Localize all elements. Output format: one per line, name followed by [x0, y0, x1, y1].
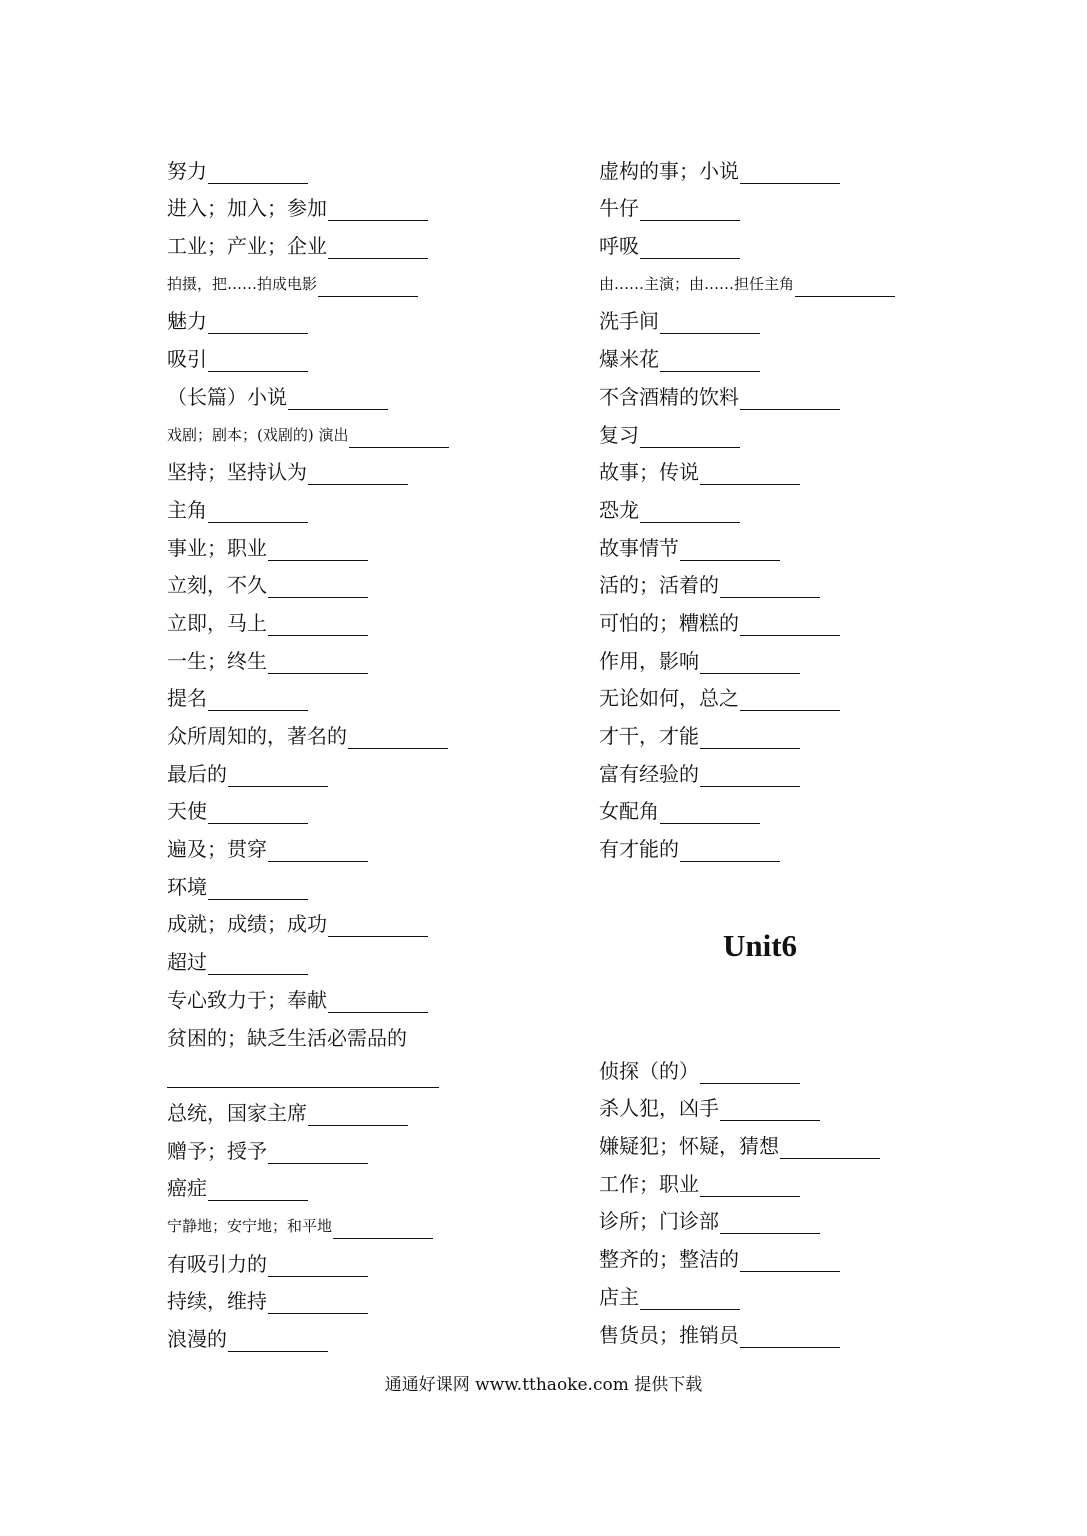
vocab-meaning: 癌症 [167, 1176, 207, 1201]
vocab-meaning: 无论如何，总之 [599, 686, 739, 711]
answer-blank[interactable] [208, 952, 308, 975]
vocab-item [599, 221, 1019, 259]
page-footer: 通通好课网 www.tthaoke.com 提供下载 [384, 1375, 703, 1395]
answer-blank[interactable] [640, 1287, 740, 1310]
answer-blank[interactable] [720, 1211, 820, 1234]
vocab-item [167, 674, 567, 712]
vocab-meaning: 故事情节 [599, 535, 679, 560]
vocab-meaning: 整齐的；整洁的 [599, 1247, 739, 1272]
answer-blank[interactable] [740, 613, 840, 636]
vocab-item [167, 485, 567, 523]
answer-blank[interactable] [740, 688, 840, 711]
vocab-meaning: 立刻，不久 [167, 573, 267, 598]
vocab-meaning: 众所周知的，著名的 [167, 724, 347, 748]
answer-blank[interactable] [740, 1249, 840, 1272]
vocab-item [599, 448, 1019, 486]
vocab-meaning: 成就；成绩；成功 [167, 912, 327, 937]
vocab-meaning: 提名 [167, 686, 207, 711]
vocab-item [167, 523, 567, 561]
vocab-item [167, 221, 567, 259]
vocab-meaning: 作用，影响 [599, 648, 699, 673]
vocab-item [167, 1164, 567, 1202]
vocab-item [167, 1239, 567, 1277]
vocab-item [167, 297, 567, 335]
vocab-item [599, 1121, 1019, 1159]
unit6-vocab-column [599, 1046, 1019, 1348]
answer-blank[interactable] [700, 726, 800, 749]
vocab-meaning: 工作；职业 [599, 1171, 699, 1196]
answer-blank[interactable] [208, 500, 308, 523]
vocab-meaning: （长篇）小说 [167, 384, 287, 409]
vocab-meaning: 工业；产业；企业 [167, 234, 327, 259]
answer-blank[interactable] [328, 236, 428, 259]
answer-blank[interactable] [288, 387, 388, 410]
vocab-meaning: 主角 [167, 497, 207, 522]
vocab-meaning: 赠予；授予 [167, 1138, 267, 1163]
vocab-meaning: 嫌疑犯；怀疑，猜想 [599, 1134, 779, 1159]
vocab-item [599, 372, 1019, 410]
answer-blank[interactable] [700, 1174, 800, 1197]
answer-blank[interactable] [349, 425, 449, 448]
answer-blank[interactable] [348, 726, 448, 749]
vocab-meaning: 恐龙 [599, 497, 639, 522]
answer-blank[interactable] [700, 1061, 800, 1084]
answer-blank[interactable] [740, 1325, 840, 1348]
vocab-item [167, 1051, 567, 1089]
vocab-meaning: 由……主演；由……担任主角 [599, 274, 795, 293]
answer-blank[interactable] [268, 651, 368, 674]
answer-blank[interactable] [700, 462, 800, 485]
vocab-meaning: 复习 [599, 422, 639, 447]
vocab-meaning: 最后的 [167, 761, 227, 786]
answer-blank[interactable] [640, 236, 740, 259]
vocab-item [167, 1013, 567, 1051]
vocab-meaning: 呼吸 [599, 234, 639, 259]
answer-blank[interactable] [208, 877, 308, 900]
vocab-meaning: 才干，才能 [599, 724, 699, 748]
vocab-item [167, 410, 567, 448]
answer-blank[interactable] [795, 274, 895, 297]
vocab-item [599, 1234, 1019, 1272]
answer-blank[interactable] [660, 311, 760, 334]
answer-blank[interactable] [680, 538, 780, 561]
vocab-meaning: 爆米花 [599, 347, 659, 372]
answer-blank[interactable] [268, 839, 368, 862]
vocab-item [167, 1277, 567, 1315]
vocab-meaning: 坚持；坚持认为 [167, 460, 307, 485]
vocab-meaning: 故事；传说 [599, 460, 699, 485]
vocab-item [167, 711, 567, 749]
answer-blank[interactable] [740, 161, 840, 184]
vocab-item [167, 862, 567, 900]
vocab-meaning: 立即，马上 [167, 610, 267, 635]
vocab-item [167, 561, 567, 599]
vocab-item [599, 1272, 1019, 1310]
answer-blank[interactable] [740, 387, 840, 410]
vocab-meaning: 诊所；门诊部 [599, 1209, 719, 1234]
answer-blank[interactable] [268, 613, 368, 636]
answer-blank[interactable] [268, 1254, 368, 1277]
answer-blank[interactable] [318, 274, 418, 297]
vocab-item [167, 975, 567, 1013]
vocab-meaning: 努力 [167, 158, 207, 183]
vocab-meaning: 活的；活着的 [599, 573, 719, 598]
answer-blank[interactable] [268, 1291, 368, 1314]
answer-blank[interactable] [208, 801, 308, 824]
vocab-item [599, 1084, 1019, 1122]
vocab-meaning: 浪漫的 [167, 1327, 227, 1351]
vocab-meaning: 售货员；推销员 [599, 1322, 739, 1347]
vocab-item [167, 1314, 567, 1352]
right-vocab-column [599, 146, 1019, 862]
vocab-item [599, 410, 1019, 448]
vocab-item [599, 297, 1019, 335]
vocab-item [599, 146, 1019, 184]
vocab-meaning: 虚构的事；小说 [599, 158, 739, 183]
answer-blank[interactable] [167, 1065, 439, 1088]
answer-blank[interactable] [328, 914, 428, 937]
vocab-meaning: 贫困的；缺乏生活必需品的 [167, 1025, 407, 1050]
answer-blank[interactable] [680, 839, 780, 862]
vocab-item [599, 561, 1019, 599]
vocab-meaning: 宁静地；安宁地；和平地 [167, 1216, 333, 1235]
answer-blank[interactable] [700, 651, 800, 674]
vocab-item [599, 1046, 1019, 1084]
vocab-item [167, 372, 567, 410]
vocab-meaning: 有才能的 [599, 837, 679, 862]
vocab-item [599, 598, 1019, 636]
vocab-item [167, 749, 567, 787]
answer-blank[interactable] [720, 1098, 820, 1121]
answer-blank[interactable] [308, 462, 408, 485]
vocab-item [167, 1088, 567, 1126]
answer-blank[interactable] [228, 1329, 328, 1352]
answer-blank[interactable] [268, 538, 368, 561]
vocab-item [599, 636, 1019, 674]
answer-blank[interactable] [208, 349, 308, 372]
answer-blank[interactable] [720, 575, 820, 598]
unit-heading: Unit6 [722, 928, 798, 963]
answer-blank[interactable] [208, 688, 308, 711]
answer-blank[interactable] [328, 990, 428, 1013]
vocab-item [599, 184, 1019, 222]
answer-blank[interactable] [333, 1216, 433, 1239]
vocab-item [167, 636, 567, 674]
vocab-item [599, 787, 1019, 825]
answer-blank[interactable] [208, 161, 308, 184]
vocab-meaning: 杀人犯，凶手 [599, 1096, 719, 1121]
vocab-meaning: 侦探（的） [599, 1058, 699, 1083]
answer-blank[interactable] [308, 1103, 408, 1126]
vocab-item [167, 184, 567, 222]
vocab-item [599, 711, 1019, 749]
answer-blank[interactable] [660, 349, 760, 372]
left-vocab-column [167, 146, 567, 1352]
vocab-item [599, 485, 1019, 523]
vocab-meaning: 魅力 [167, 309, 207, 334]
vocab-item [167, 787, 567, 825]
vocab-item [167, 824, 567, 862]
answer-blank[interactable] [700, 764, 800, 787]
vocab-meaning: 一生；终生 [167, 648, 267, 673]
vocab-meaning: 有吸引力的 [167, 1251, 267, 1276]
answer-blank[interactable] [328, 198, 428, 221]
answer-blank[interactable] [228, 764, 328, 787]
vocab-meaning: 进入；加入；参加 [167, 196, 327, 221]
vocab-item [599, 824, 1019, 862]
vocab-meaning: 持续，维持 [167, 1289, 267, 1314]
answer-blank[interactable] [660, 801, 760, 824]
vocab-item [599, 674, 1019, 712]
vocab-item [167, 1201, 567, 1239]
vocab-item [599, 1197, 1019, 1235]
vocab-meaning: 遍及；贯穿 [167, 837, 267, 862]
vocab-item [599, 1159, 1019, 1197]
vocab-meaning: 店主 [599, 1284, 639, 1309]
answer-blank[interactable] [640, 425, 740, 448]
vocab-item [167, 146, 567, 184]
vocab-meaning: 天使 [167, 799, 207, 824]
vocab-meaning: 富有经验的 [599, 761, 699, 786]
vocab-item [599, 1310, 1019, 1348]
answer-blank[interactable] [780, 1136, 880, 1159]
vocab-meaning: 吸引 [167, 347, 207, 372]
vocab-meaning: 拍摄，把……拍成电影 [167, 274, 318, 293]
answer-blank[interactable] [640, 198, 740, 221]
vocab-meaning: 事业；职业 [167, 535, 267, 560]
vocab-meaning: 不含酒精的饮料 [599, 384, 739, 409]
vocab-item [167, 1126, 567, 1164]
vocab-item [599, 523, 1019, 561]
vocab-meaning: 专心致力于；奉献 [167, 987, 327, 1012]
vocab-item [167, 259, 567, 297]
answer-blank[interactable] [268, 575, 368, 598]
vocab-meaning: 超过 [167, 950, 207, 975]
answer-blank[interactable] [640, 500, 740, 523]
vocab-meaning: 戏剧；剧本；(戏剧的) 演出 [167, 425, 349, 444]
answer-blank[interactable] [208, 311, 308, 334]
vocab-item [167, 900, 567, 938]
vocab-item [167, 937, 567, 975]
vocab-meaning: 女配角 [599, 799, 659, 824]
vocab-item [167, 598, 567, 636]
vocab-meaning: 可怕的；糟糕的 [599, 610, 739, 635]
vocab-item [599, 749, 1019, 787]
vocab-item [599, 334, 1019, 372]
vocab-item [599, 259, 1019, 297]
vocab-meaning: 牛仔 [599, 196, 639, 221]
vocab-meaning: 总统，国家主席 [167, 1100, 307, 1125]
vocab-item [167, 448, 567, 486]
vocab-meaning: 洗手间 [599, 309, 659, 334]
answer-blank[interactable] [208, 1178, 308, 1201]
vocab-meaning: 环境 [167, 874, 207, 899]
answer-blank[interactable] [268, 1141, 368, 1164]
vocab-item [167, 334, 567, 372]
